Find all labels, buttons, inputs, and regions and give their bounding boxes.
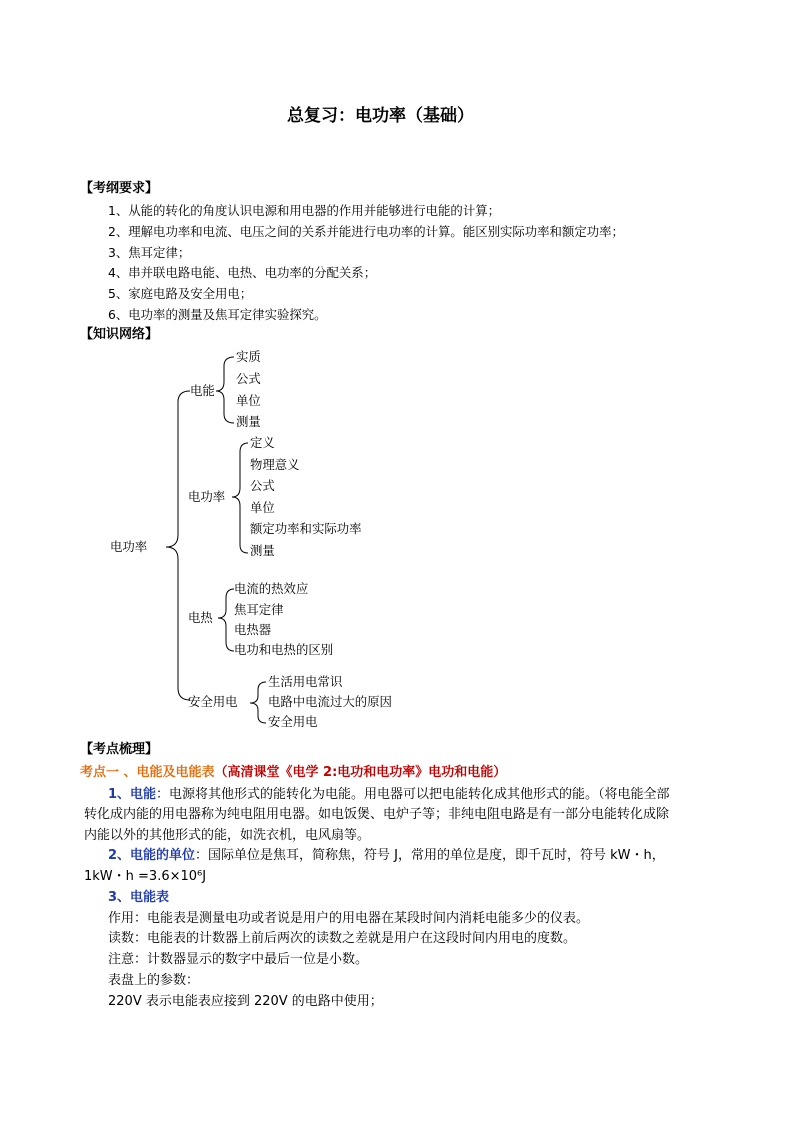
tree-root: 电功率 — [110, 539, 148, 554]
tree-leaf: 公式 — [236, 371, 261, 386]
tree-leaf: 电功和电热的区别 — [234, 642, 334, 657]
tree-leaf: 实质 — [236, 349, 261, 364]
tree-group-label: 电能 — [190, 383, 215, 398]
tree-leaf: 测量 — [236, 414, 261, 429]
paragraph-text: ：电源将其他形式的能转化为电能。用电器可以把电能转化成其他形式的能。（将电能全部 — [156, 787, 670, 802]
paragraph-line: 转化成内能的用电器称为纯电阻用电器。如电饭煲、电炉子等；非纯电阻电路是有一部分电能转化成除 — [84, 807, 670, 822]
requirement-item: 1、从能的转化的角度认识电源和用电器的作用并能够进行电能的计算； — [108, 203, 500, 218]
tree-leaf: 焦耳定律 — [234, 602, 284, 617]
tree-leaf: 单位 — [236, 393, 261, 408]
paragraph-line: 读数：电能表的计数器上前后两次的读数之差就是用户在这段时间内用电的度数。 — [108, 931, 577, 946]
paragraph-line: 作用：电能表是测量电功或者说是用户的用电器在某段时间内消耗电能多少的仪表。 — [108, 911, 590, 926]
paragraph-line — [108, 788, 670, 801]
tree-leaf: 单位 — [250, 500, 275, 515]
tree-leaf: 电热器 — [234, 622, 272, 637]
tree-leaf: 生活用电常识 — [268, 674, 343, 689]
paragraph-line — [108, 849, 665, 862]
tree-leaf: 电流的热效应 — [234, 581, 309, 596]
root-brace — [166, 391, 190, 700]
term-unit: 2、电能的单位 — [108, 848, 196, 863]
group-brace-power — [232, 443, 248, 553]
tree-leaf: 电路中电流过大的原因 — [268, 694, 392, 709]
group-brace-heat — [218, 589, 234, 651]
paragraph-line: 表盘上的参数： — [108, 973, 200, 988]
group-brace-safety — [250, 682, 266, 723]
section-heading-network: 【知识网络】 — [80, 327, 159, 342]
tree-leaf: 安全用电 — [268, 714, 318, 729]
requirement-item: 6、电功率的测量及焦耳定律实验探究。 — [108, 307, 327, 322]
requirement-item: 3、焦耳定律； — [108, 245, 191, 260]
paragraph-line: 注意：计数器显示的数字中最后一位是小数。 — [108, 952, 369, 967]
paragraph-line: 内能以外的其他形式的能，如洗衣机，电风扇等。 — [84, 828, 371, 843]
paragraph-line: 220V 表示电能表应接到 220V 的电路中使用； — [108, 994, 383, 1009]
tree-group-label: 电热 — [188, 610, 213, 625]
term-electric-energy: 1、电能 — [108, 787, 157, 802]
tree-leaf: 定义 — [250, 435, 275, 450]
tree-group-label: 安全用电 — [188, 694, 238, 709]
term-meter: 3、电能表 — [108, 890, 170, 905]
requirement-item: 4、串并联电路电能、电热、电功率的分配关系； — [108, 265, 377, 280]
tree-leaf: 额定功率和实际功率 — [250, 521, 362, 536]
course-reference: （高清课堂《电学 2:电功和电功率》电功和电能） — [214, 765, 507, 780]
requirement-item: 2、理解电功率和电流、电压之间的关系并能进行电功率的计算。能区别实际功率和额定功率； — [108, 224, 624, 239]
tree-leaf: 物理意义 — [250, 457, 300, 472]
tree-leaf: 公式 — [250, 478, 275, 493]
group-brace-electric-energy — [216, 357, 234, 423]
section-heading-points: 【考点梳理】 — [80, 742, 159, 757]
page-title: 总复习：电功率（基础） — [287, 106, 474, 126]
point-heading — [80, 766, 506, 779]
tree-leaf: 测量 — [250, 543, 275, 558]
paragraph-line: 1kW・h =3.6×10⁶J — [84, 869, 207, 884]
requirement-item: 5、家庭电路及安全用电； — [108, 286, 253, 301]
section-heading-requirements: 【考纲要求】 — [80, 181, 159, 196]
paragraph-text: ：国际单位是焦耳，简称焦，符号 J，常用的单位是度，即千瓦时，符号 kW・h， — [195, 848, 665, 863]
point-label: 考点一 、电能及电能表 — [80, 765, 215, 780]
tree-group-label: 电功率 — [188, 489, 226, 504]
